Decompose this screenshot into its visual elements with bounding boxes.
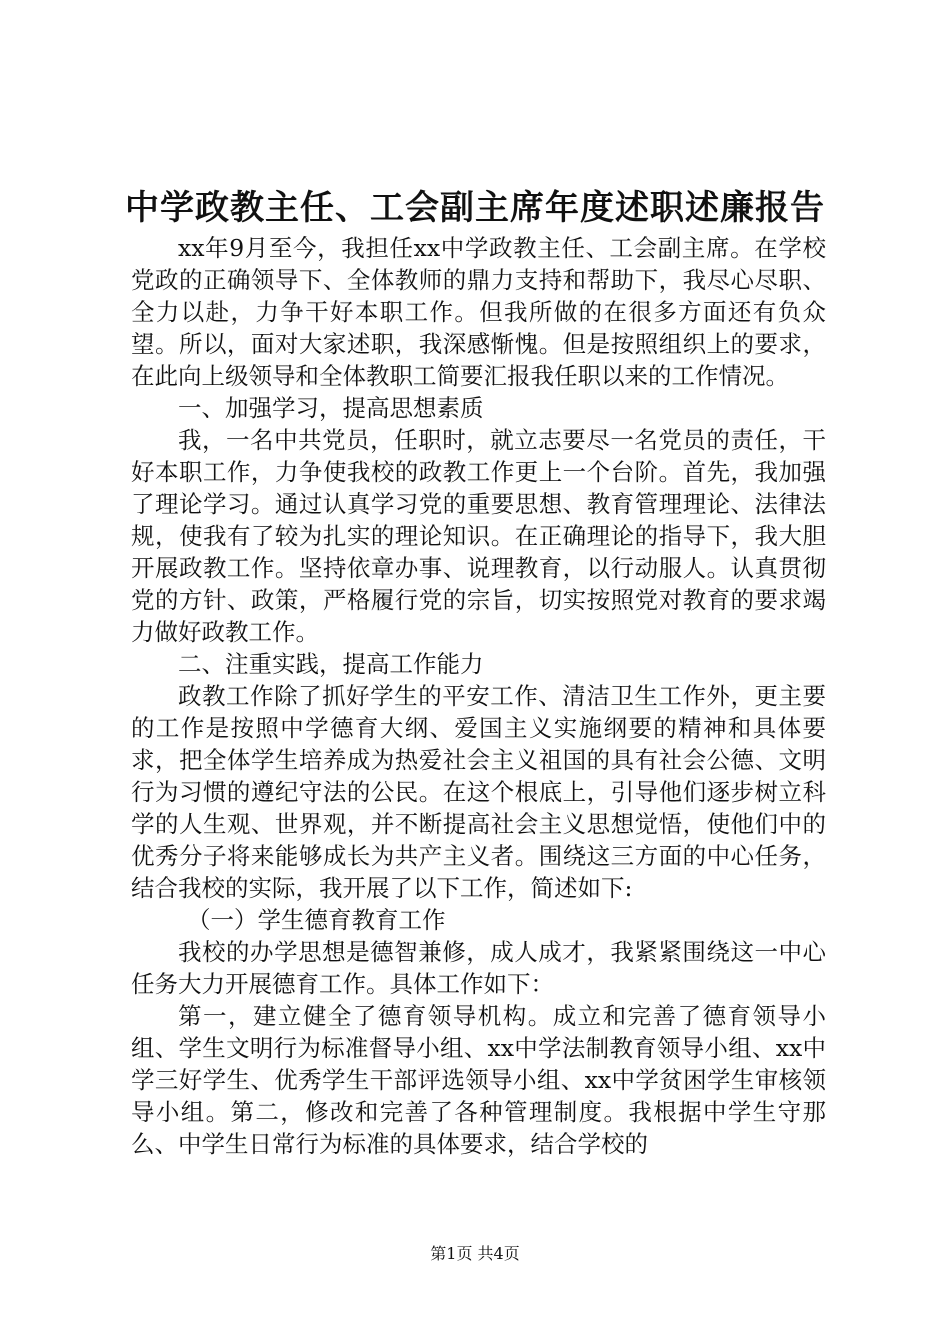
body-paragraph: 政教工作除了抓好学生的平安工作、清洁卫生工作外，更主要的工作是按照中学德育大纲、爱国主义实施纲要的精神和具体要求，把全体学生培养成为热爱社会主义祖国的具有社会公德、文明行为习惯的遵纪守法的公民。在这个根底上，引导他们逐步树立科学的人生观、世界观，并不断提高社会主义思想觉悟，使他们中的优秀分子将来能够成长为共产主义者。围绕这三方面的中心任务，结合我校的实际，我开展了以下工作，简述如下:	[131, 682, 826, 902]
document-title: 中学政教主任、工会副主席年度述职述廉报告	[125, 188, 825, 228]
body-paragraph: xx年9月至今，我担任xx中学政教主任、工会副主席。在学校党政的正确领导下、全体教师的鼎力支持和帮助下，我尽心尽职、全力以赴，力争干好本职工作。但我所做的在很多方面还有负众望。所以，面对大家述职，我深感惭愧。但是按照组织上的要求，在此向上级领导和全体教职工简要汇报我任职以来的工作情况。	[131, 234, 826, 390]
body-paragraph: 我校的办学思想是德智兼修，成人成才，我紧紧围绕这一中心任务大力开展德育工作。具体工作如下：	[131, 938, 826, 998]
subsection-heading: （一）学生德育教育工作	[187, 906, 446, 934]
body-paragraph: 我，一名中共党员，任职时，就立志要尽一名党员的责任，干好本职工作，力争使我校的政教工作更上一个台阶。首先，我加强了理论学习。通过认真学习党的重要思想、教育管理理论、法律法规，使我有了较为扎实的理论知识。在正确理论的指导下，我大胆开展政教工作。坚持依章办事、说理教育，以行动服人。认真贯彻党的方针、政策，严格履行党的宗旨，切实按照党对教育的要求竭力做好政教工作。	[131, 426, 826, 646]
section-heading: 二、注重实践，提高工作能力	[178, 650, 484, 678]
section-heading: 一、加强学习，提高思想素质	[178, 394, 484, 422]
body-paragraph: 第一，建立健全了德育领导机构。成立和完善了德育领导小组、学生文明行为标准督导小组、xx中学法制教育领导小组、xx中学三好学生、优秀学生干部评选领导小组、xx中学贫困学生审核领导小组。第二，修改和完善了各种管理制度。我根据中学生守那么、中学生日常行为标准的具体要求，结合学校的	[131, 1002, 826, 1158]
document-body	[131, 232, 826, 1160]
page-number-footer: 第1页 共4页	[430, 1244, 520, 1263]
